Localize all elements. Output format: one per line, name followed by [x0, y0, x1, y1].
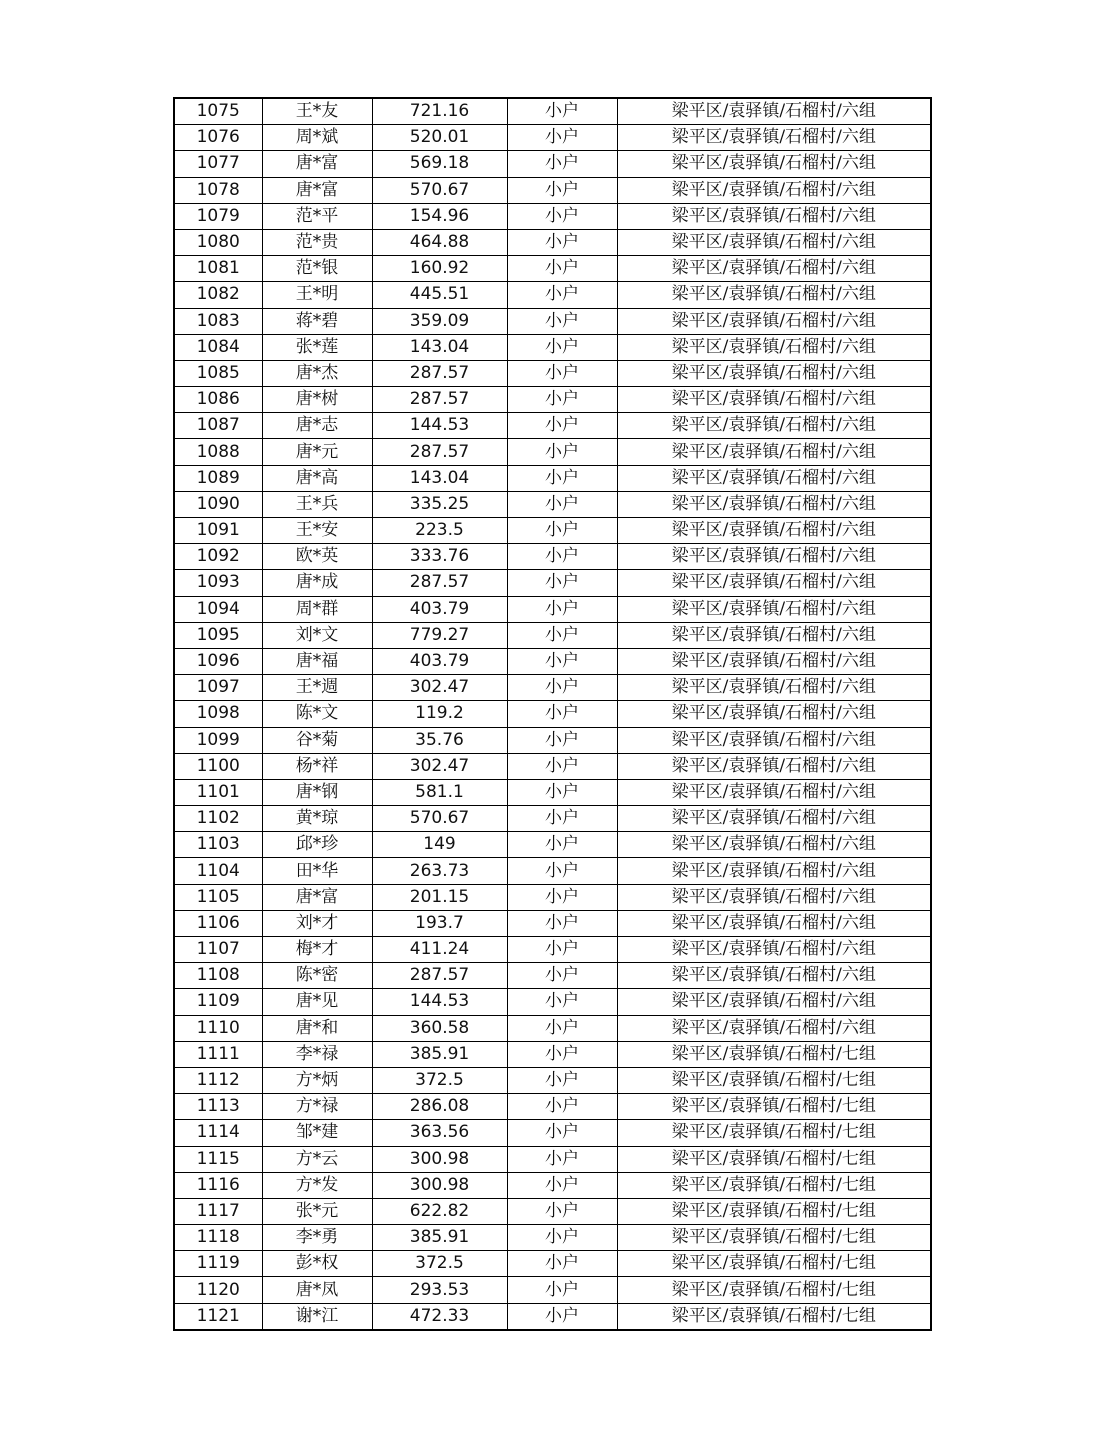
record-name-cell: 唐*和	[262, 1015, 372, 1041]
record-id-cell: 1102	[174, 806, 262, 832]
record-location-cell: 梁平区/袁驿镇/石榴村/六组	[617, 858, 931, 884]
table-row	[174, 518, 931, 544]
record-id-cell: 1110	[174, 1015, 262, 1041]
record-name-cell: 邱*珍	[262, 832, 372, 858]
record-name-cell: 梅*才	[262, 937, 372, 963]
table-row	[174, 203, 931, 229]
record-location-cell: 梁平区/袁驿镇/石榴村/六组	[617, 779, 931, 805]
record-name-cell: 田*华	[262, 858, 372, 884]
record-area-cell: 372.5	[372, 1251, 507, 1277]
table-row	[174, 439, 931, 465]
record-id-cell: 1087	[174, 413, 262, 439]
record-location-cell: 梁平区/袁驿镇/石榴村/六组	[617, 622, 931, 648]
record-id-cell: 1092	[174, 544, 262, 570]
table-row	[174, 98, 931, 125]
record-name-cell: 蒋*碧	[262, 308, 372, 334]
record-location-cell: 梁平区/袁驿镇/石榴村/六组	[617, 229, 931, 255]
record-name-cell: 唐*富	[262, 151, 372, 177]
record-id-cell: 1120	[174, 1277, 262, 1303]
record-name-cell: 唐*杰	[262, 360, 372, 386]
record-type-cell: 小户	[507, 937, 617, 963]
record-name-cell: 彭*权	[262, 1251, 372, 1277]
record-area-cell: 35.76	[372, 727, 507, 753]
record-location-cell: 梁平区/袁驿镇/石榴村/六组	[617, 439, 931, 465]
record-id-cell: 1119	[174, 1251, 262, 1277]
record-area-cell: 360.58	[372, 1015, 507, 1041]
table-row	[174, 1015, 931, 1041]
record-location-cell: 梁平区/袁驿镇/石榴村/六组	[617, 334, 931, 360]
record-area-cell: 160.92	[372, 256, 507, 282]
record-id-cell: 1109	[174, 989, 262, 1015]
record-name-cell: 唐*钢	[262, 779, 372, 805]
table-row	[174, 937, 931, 963]
record-id-cell: 1077	[174, 151, 262, 177]
record-id-cell: 1080	[174, 229, 262, 255]
record-location-cell: 梁平区/袁驿镇/石榴村/六组	[617, 151, 931, 177]
record-type-cell: 小户	[507, 963, 617, 989]
record-location-cell: 梁平区/袁驿镇/石榴村/七组	[617, 1303, 931, 1330]
record-id-cell: 1111	[174, 1041, 262, 1067]
record-name-cell: 李*禄	[262, 1041, 372, 1067]
record-type-cell: 小户	[507, 779, 617, 805]
record-location-cell: 梁平区/袁驿镇/石榴村/六组	[617, 884, 931, 910]
record-name-cell: 范*贵	[262, 229, 372, 255]
table-row	[174, 648, 931, 674]
record-name-cell: 谷*菊	[262, 727, 372, 753]
record-area-cell: 779.27	[372, 622, 507, 648]
record-location-cell: 梁平区/袁驿镇/石榴村/六组	[617, 806, 931, 832]
record-area-cell: 143.04	[372, 465, 507, 491]
record-type-cell: 小户	[507, 1198, 617, 1224]
records-table-body	[174, 98, 931, 1330]
record-id-cell: 1089	[174, 465, 262, 491]
record-location-cell: 梁平区/袁驿镇/石榴村/六组	[617, 413, 931, 439]
record-id-cell: 1093	[174, 570, 262, 596]
record-type-cell: 小户	[507, 282, 617, 308]
table-row	[174, 151, 931, 177]
record-area-cell: 363.56	[372, 1120, 507, 1146]
record-area-cell: 193.7	[372, 910, 507, 936]
table-row	[174, 675, 931, 701]
record-id-cell: 1095	[174, 622, 262, 648]
record-area-cell: 570.67	[372, 806, 507, 832]
record-location-cell: 梁平区/袁驿镇/石榴村/七组	[617, 1120, 931, 1146]
record-area-cell: 335.25	[372, 491, 507, 517]
record-name-cell: 唐*富	[262, 884, 372, 910]
record-location-cell: 梁平区/袁驿镇/石榴村/七组	[617, 1172, 931, 1198]
record-id-cell: 1085	[174, 360, 262, 386]
record-id-cell: 1116	[174, 1172, 262, 1198]
record-type-cell: 小户	[507, 1067, 617, 1093]
record-name-cell: 范*银	[262, 256, 372, 282]
table-row	[174, 177, 931, 203]
record-name-cell: 刘*文	[262, 622, 372, 648]
record-id-cell: 1083	[174, 308, 262, 334]
record-id-cell: 1108	[174, 963, 262, 989]
record-location-cell: 梁平区/袁驿镇/石榴村/六组	[617, 832, 931, 858]
table-row	[174, 570, 931, 596]
table-row	[174, 334, 931, 360]
record-location-cell: 梁平区/袁驿镇/石榴村/六组	[617, 491, 931, 517]
table-row	[174, 806, 931, 832]
record-type-cell: 小户	[507, 1094, 617, 1120]
table-row	[174, 779, 931, 805]
table-row	[174, 910, 931, 936]
record-id-cell: 1114	[174, 1120, 262, 1146]
record-type-cell: 小户	[507, 989, 617, 1015]
record-name-cell: 唐*见	[262, 989, 372, 1015]
table-row	[174, 125, 931, 151]
record-area-cell: 385.91	[372, 1225, 507, 1251]
table-row	[174, 753, 931, 779]
record-type-cell: 小户	[507, 858, 617, 884]
table-row	[174, 1120, 931, 1146]
record-location-cell: 梁平区/袁驿镇/石榴村/六组	[617, 989, 931, 1015]
record-location-cell: 梁平区/袁驿镇/石榴村/七组	[617, 1277, 931, 1303]
record-id-cell: 1098	[174, 701, 262, 727]
record-name-cell: 唐*元	[262, 439, 372, 465]
record-name-cell: 方*云	[262, 1146, 372, 1172]
record-location-cell: 梁平区/袁驿镇/石榴村/六组	[617, 1015, 931, 1041]
record-id-cell: 1101	[174, 779, 262, 805]
record-name-cell: 李*勇	[262, 1225, 372, 1251]
table-row	[174, 360, 931, 386]
record-area-cell: 287.57	[372, 439, 507, 465]
table-row	[174, 1041, 931, 1067]
record-area-cell: 569.18	[372, 151, 507, 177]
record-id-cell: 1115	[174, 1146, 262, 1172]
record-location-cell: 梁平区/袁驿镇/石榴村/六组	[617, 937, 931, 963]
record-location-cell: 梁平区/袁驿镇/石榴村/六组	[617, 125, 931, 151]
record-area-cell: 359.09	[372, 308, 507, 334]
table-row	[174, 701, 931, 727]
record-id-cell: 1104	[174, 858, 262, 884]
record-type-cell: 小户	[507, 884, 617, 910]
record-location-cell: 梁平区/袁驿镇/石榴村/六组	[617, 596, 931, 622]
records-table	[173, 97, 932, 1331]
record-name-cell: 黄*琼	[262, 806, 372, 832]
record-area-cell: 300.98	[372, 1146, 507, 1172]
record-id-cell: 1117	[174, 1198, 262, 1224]
record-location-cell: 梁平区/袁驿镇/石榴村/六组	[617, 753, 931, 779]
record-id-cell: 1090	[174, 491, 262, 517]
record-location-cell: 梁平区/袁驿镇/石榴村/六组	[617, 544, 931, 570]
record-area-cell: 201.15	[372, 884, 507, 910]
record-name-cell: 唐*树	[262, 387, 372, 413]
record-location-cell: 梁平区/袁驿镇/石榴村/六组	[617, 701, 931, 727]
record-area-cell: 570.67	[372, 177, 507, 203]
record-type-cell: 小户	[507, 648, 617, 674]
record-area-cell: 286.08	[372, 1094, 507, 1120]
record-name-cell: 唐*凤	[262, 1277, 372, 1303]
table-row	[174, 308, 931, 334]
record-location-cell: 梁平区/袁驿镇/石榴村/六组	[617, 387, 931, 413]
record-location-cell: 梁平区/袁驿镇/石榴村/六组	[617, 963, 931, 989]
record-name-cell: 唐*成	[262, 570, 372, 596]
record-id-cell: 1103	[174, 832, 262, 858]
record-area-cell: 287.57	[372, 570, 507, 596]
record-name-cell: 周*群	[262, 596, 372, 622]
record-area-cell: 403.79	[372, 648, 507, 674]
record-type-cell: 小户	[507, 413, 617, 439]
table-row	[174, 1094, 931, 1120]
record-type-cell: 小户	[507, 151, 617, 177]
record-name-cell: 王*明	[262, 282, 372, 308]
record-location-cell: 梁平区/袁驿镇/石榴村/六组	[617, 727, 931, 753]
record-location-cell: 梁平区/袁驿镇/石榴村/六组	[617, 675, 931, 701]
table-row	[174, 963, 931, 989]
record-area-cell: 472.33	[372, 1303, 507, 1330]
table-row	[174, 491, 931, 517]
record-type-cell: 小户	[507, 1120, 617, 1146]
table-row	[174, 413, 931, 439]
table-row	[174, 1067, 931, 1093]
record-location-cell: 梁平区/袁驿镇/石榴村/七组	[617, 1067, 931, 1093]
record-name-cell: 唐*富	[262, 177, 372, 203]
record-id-cell: 1113	[174, 1094, 262, 1120]
record-location-cell: 梁平区/袁驿镇/石榴村/七组	[617, 1251, 931, 1277]
record-type-cell: 小户	[507, 1225, 617, 1251]
table-row	[174, 1172, 931, 1198]
record-name-cell: 刘*才	[262, 910, 372, 936]
record-area-cell: 581.1	[372, 779, 507, 805]
record-area-cell: 287.57	[372, 387, 507, 413]
record-type-cell: 小户	[507, 360, 617, 386]
record-name-cell: 王*友	[262, 98, 372, 125]
record-area-cell: 411.24	[372, 937, 507, 963]
record-area-cell: 287.57	[372, 360, 507, 386]
table-row	[174, 1198, 931, 1224]
record-name-cell: 唐*志	[262, 413, 372, 439]
table-row	[174, 229, 931, 255]
record-area-cell: 385.91	[372, 1041, 507, 1067]
record-location-cell: 梁平区/袁驿镇/石榴村/六组	[617, 648, 931, 674]
record-type-cell: 小户	[507, 465, 617, 491]
record-name-cell: 王*安	[262, 518, 372, 544]
record-location-cell: 梁平区/袁驿镇/石榴村/七组	[617, 1198, 931, 1224]
table-row	[174, 727, 931, 753]
record-name-cell: 方*发	[262, 1172, 372, 1198]
record-type-cell: 小户	[507, 256, 617, 282]
record-area-cell: 293.53	[372, 1277, 507, 1303]
record-id-cell: 1106	[174, 910, 262, 936]
table-row	[174, 1277, 931, 1303]
record-area-cell: 223.5	[372, 518, 507, 544]
record-name-cell: 唐*福	[262, 648, 372, 674]
record-name-cell: 张*莲	[262, 334, 372, 360]
record-id-cell: 1086	[174, 387, 262, 413]
record-location-cell: 梁平区/袁驿镇/石榴村/七组	[617, 1146, 931, 1172]
record-location-cell: 梁平区/袁驿镇/石榴村/六组	[617, 570, 931, 596]
record-type-cell: 小户	[507, 753, 617, 779]
record-type-cell: 小户	[507, 1146, 617, 1172]
record-type-cell: 小户	[507, 203, 617, 229]
table-row	[174, 465, 931, 491]
record-location-cell: 梁平区/袁驿镇/石榴村/六组	[617, 282, 931, 308]
record-name-cell: 杨*祥	[262, 753, 372, 779]
table-row	[174, 1303, 931, 1330]
table-row	[174, 387, 931, 413]
record-name-cell: 方*禄	[262, 1094, 372, 1120]
record-area-cell: 263.73	[372, 858, 507, 884]
record-name-cell: 范*平	[262, 203, 372, 229]
record-location-cell: 梁平区/袁驿镇/石榴村/六组	[617, 177, 931, 203]
record-area-cell: 403.79	[372, 596, 507, 622]
record-type-cell: 小户	[507, 1172, 617, 1198]
record-type-cell: 小户	[507, 596, 617, 622]
record-id-cell: 1088	[174, 439, 262, 465]
record-area-cell: 144.53	[372, 989, 507, 1015]
record-id-cell: 1097	[174, 675, 262, 701]
record-type-cell: 小户	[507, 387, 617, 413]
record-location-cell: 梁平区/袁驿镇/石榴村/六组	[617, 910, 931, 936]
record-type-cell: 小户	[507, 491, 617, 517]
record-id-cell: 1096	[174, 648, 262, 674]
record-area-cell: 520.01	[372, 125, 507, 151]
record-location-cell: 梁平区/袁驿镇/石榴村/七组	[617, 1041, 931, 1067]
record-id-cell: 1121	[174, 1303, 262, 1330]
record-id-cell: 1076	[174, 125, 262, 151]
record-name-cell: 谢*江	[262, 1303, 372, 1330]
record-id-cell: 1118	[174, 1225, 262, 1251]
record-area-cell: 302.47	[372, 675, 507, 701]
record-location-cell: 梁平区/袁驿镇/石榴村/六组	[617, 360, 931, 386]
record-area-cell: 287.57	[372, 963, 507, 989]
record-type-cell: 小户	[507, 701, 617, 727]
record-type-cell: 小户	[507, 1251, 617, 1277]
record-id-cell: 1079	[174, 203, 262, 229]
table-row	[174, 832, 931, 858]
record-name-cell: 张*元	[262, 1198, 372, 1224]
record-name-cell: 欧*英	[262, 544, 372, 570]
record-type-cell: 小户	[507, 727, 617, 753]
record-name-cell: 周*斌	[262, 125, 372, 151]
table-row	[174, 1225, 931, 1251]
record-type-cell: 小户	[507, 1303, 617, 1330]
record-type-cell: 小户	[507, 832, 617, 858]
record-area-cell: 445.51	[372, 282, 507, 308]
record-type-cell: 小户	[507, 518, 617, 544]
record-location-cell: 梁平区/袁驿镇/石榴村/六组	[617, 518, 931, 544]
record-type-cell: 小户	[507, 439, 617, 465]
record-id-cell: 1078	[174, 177, 262, 203]
record-id-cell: 1112	[174, 1067, 262, 1093]
record-type-cell: 小户	[507, 1277, 617, 1303]
record-area-cell: 144.53	[372, 413, 507, 439]
record-id-cell: 1091	[174, 518, 262, 544]
record-name-cell: 陈*文	[262, 701, 372, 727]
table-row	[174, 858, 931, 884]
record-type-cell: 小户	[507, 98, 617, 125]
record-area-cell: 333.76	[372, 544, 507, 570]
table-row	[174, 884, 931, 910]
record-location-cell: 梁平区/袁驿镇/石榴村/六组	[617, 98, 931, 125]
table-row	[174, 256, 931, 282]
table-row	[174, 622, 931, 648]
record-location-cell: 梁平区/袁驿镇/石榴村/六组	[617, 203, 931, 229]
record-area-cell: 143.04	[372, 334, 507, 360]
table-row	[174, 1146, 931, 1172]
record-area-cell: 302.47	[372, 753, 507, 779]
record-type-cell: 小户	[507, 334, 617, 360]
record-area-cell: 622.82	[372, 1198, 507, 1224]
record-id-cell: 1105	[174, 884, 262, 910]
record-area-cell: 372.5	[372, 1067, 507, 1093]
record-id-cell: 1107	[174, 937, 262, 963]
record-type-cell: 小户	[507, 910, 617, 936]
record-id-cell: 1075	[174, 98, 262, 125]
record-id-cell: 1082	[174, 282, 262, 308]
record-type-cell: 小户	[507, 1015, 617, 1041]
record-type-cell: 小户	[507, 229, 617, 255]
record-id-cell: 1099	[174, 727, 262, 753]
table-row	[174, 989, 931, 1015]
record-id-cell: 1081	[174, 256, 262, 282]
record-type-cell: 小户	[507, 622, 617, 648]
record-area-cell: 464.88	[372, 229, 507, 255]
record-name-cell: 邹*建	[262, 1120, 372, 1146]
record-type-cell: 小户	[507, 570, 617, 596]
record-area-cell: 721.16	[372, 98, 507, 125]
record-area-cell: 149	[372, 832, 507, 858]
record-area-cell: 300.98	[372, 1172, 507, 1198]
record-type-cell: 小户	[507, 177, 617, 203]
record-type-cell: 小户	[507, 308, 617, 334]
record-name-cell: 陈*密	[262, 963, 372, 989]
record-location-cell: 梁平区/袁驿镇/石榴村/六组	[617, 256, 931, 282]
record-type-cell: 小户	[507, 806, 617, 832]
table-row	[174, 544, 931, 570]
record-location-cell: 梁平区/袁驿镇/石榴村/七组	[617, 1094, 931, 1120]
record-id-cell: 1094	[174, 596, 262, 622]
table-row	[174, 282, 931, 308]
record-name-cell: 王*兵	[262, 491, 372, 517]
record-id-cell: 1100	[174, 753, 262, 779]
record-type-cell: 小户	[507, 544, 617, 570]
table-row	[174, 1251, 931, 1277]
table-row	[174, 596, 931, 622]
record-type-cell: 小户	[507, 675, 617, 701]
record-name-cell: 王*週	[262, 675, 372, 701]
record-name-cell: 方*炳	[262, 1067, 372, 1093]
record-type-cell: 小户	[507, 125, 617, 151]
record-id-cell: 1084	[174, 334, 262, 360]
record-location-cell: 梁平区/袁驿镇/石榴村/六组	[617, 308, 931, 334]
record-name-cell: 唐*高	[262, 465, 372, 491]
record-type-cell: 小户	[507, 1041, 617, 1067]
record-location-cell: 梁平区/袁驿镇/石榴村/六组	[617, 465, 931, 491]
record-location-cell: 梁平区/袁驿镇/石榴村/七组	[617, 1225, 931, 1251]
record-area-cell: 119.2	[372, 701, 507, 727]
record-area-cell: 154.96	[372, 203, 507, 229]
